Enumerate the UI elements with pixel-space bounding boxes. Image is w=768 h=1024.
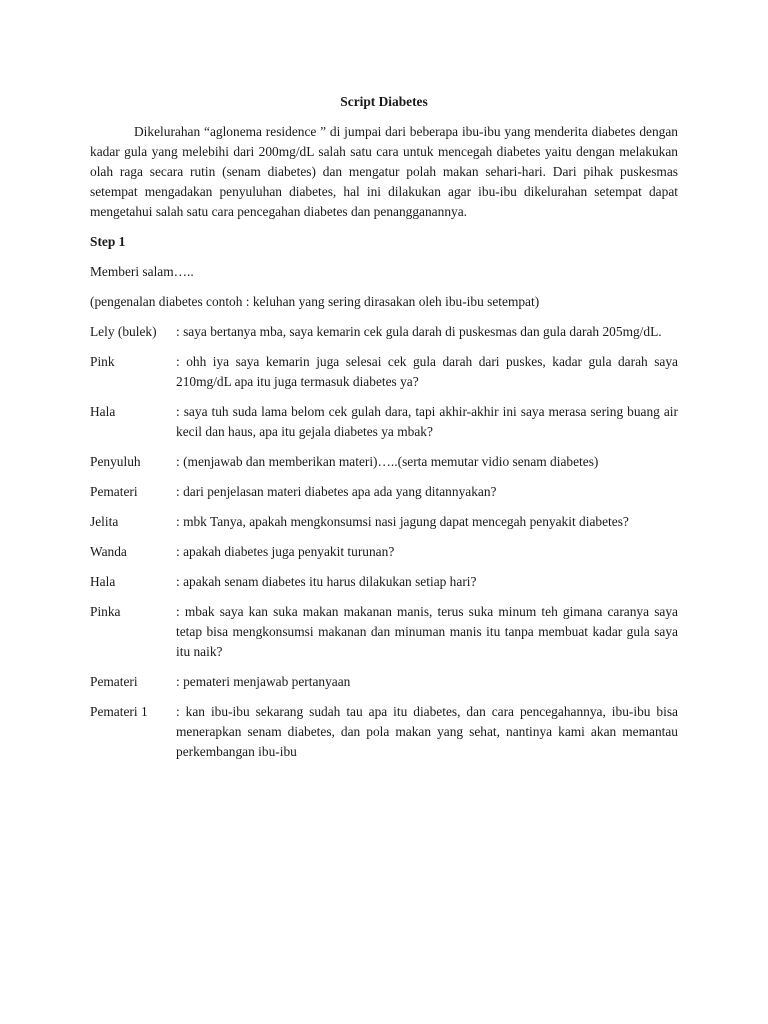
speech-text: : kan ibu-ibu sekarang sudah tau apa itu diabetes, dan cara pencegahannya, ibu-ibu bisa menerapkan senam diabetes, dan pola makan yang sehat, nantinya kami akan memantau perkembangan ibu-ibu <box>176 704 678 759</box>
speaker-name: Penyuluh <box>90 454 141 469</box>
speaker-name: Pemateri <box>90 674 138 689</box>
speech-text: : ohh iya saya kemarin juga selesai cek gula darah dari puskes, kadar gula darah saya 210mg/dL apa itu juga termasuk diabetes ya? <box>176 354 678 389</box>
speech-text: : pemateri menjawab pertanyaan <box>176 674 351 689</box>
intro-paragraph: Dikelurahan “aglonema residence ” di jumpai dari beberapa ibu-ibu yang menderita diabetes dengan kadar gula yang melebihi dari 200mg/dL salah satu cara untuk mencegah diabetes yaitu dengan melakukan olah raga secara rutin (senam diabetes) dan mengatur polah makan sehari-hari. Dari pihak puskesmas setempat mengadakan penyuluhan diabetes, hal ini dilakukan agar ibu-ibu dikelurahan setempat dapat mengetahui salah satu cara pencegahan diabetes dan penangganannya. <box>90 124 678 219</box>
dialog-line <box>90 402 678 442</box>
context-line: (pengenalan diabetes contoh : keluhan yang sering dirasakan oleh ibu-ibu setempat) <box>90 294 540 309</box>
speech-text: : dari penjelasan materi diabetes apa ada yang ditannyakan? <box>176 484 497 499</box>
dialog-line <box>90 482 678 502</box>
dialog-line <box>90 452 678 472</box>
speaker-name: Hala <box>90 404 116 419</box>
speech-text: : mbak saya kan suka makan makanan manis, terus suka minum teh gimana caranya saya tetap bisa mengkonsumsi makanan dan minuman manis itu tanpa membuat kadar gula saya itu naik? <box>176 604 678 659</box>
speaker-name: Hala <box>90 574 116 589</box>
dialog-line <box>90 542 678 562</box>
document-page <box>90 92 678 772</box>
dialog-line <box>90 602 678 662</box>
speaker-name: Lely (bulek) <box>90 324 157 339</box>
speech-text: : (menjawab dan memberikan materi)…..(serta memutar vidio senam diabetes) <box>176 454 599 469</box>
dialog-line <box>90 512 678 532</box>
step-heading: Step 1 <box>90 234 126 249</box>
speech-text: : apakah senam diabetes itu harus dilakukan setiap hari? <box>176 574 477 589</box>
dialog-line <box>90 672 678 692</box>
speaker-name: Pemateri <box>90 484 138 499</box>
dialog-line <box>90 702 678 762</box>
dialog-line <box>90 572 678 592</box>
speaker-name: Pink <box>90 354 115 369</box>
speech-text: : saya bertanya mba, saya kemarin cek gula darah di puskesmas dan gula darah 205mg/dL. <box>176 324 662 339</box>
speech-text: : mbk Tanya, apakah mengkonsumsi nasi jagung dapat mencegah penyakit diabetes? <box>176 514 629 529</box>
dialog-line <box>90 322 678 342</box>
speech-text: : saya tuh suda lama belom cek gulah dara, tapi akhir-akhir ini saya merasa sering buang air kecil dan haus, apa itu gejala diabetes ya mbak? <box>176 404 678 439</box>
dialog-line <box>90 352 678 392</box>
speaker-name: Pemateri 1 <box>90 704 148 719</box>
speaker-name: Wanda <box>90 544 127 559</box>
speaker-name: Jelita <box>90 514 119 529</box>
greeting-line: Memberi salam….. <box>90 264 194 279</box>
speaker-name: Pinka <box>90 604 121 619</box>
document-title: Script Diabetes <box>340 94 428 109</box>
speech-text: : apakah diabetes juga penyakit turunan? <box>176 544 395 559</box>
